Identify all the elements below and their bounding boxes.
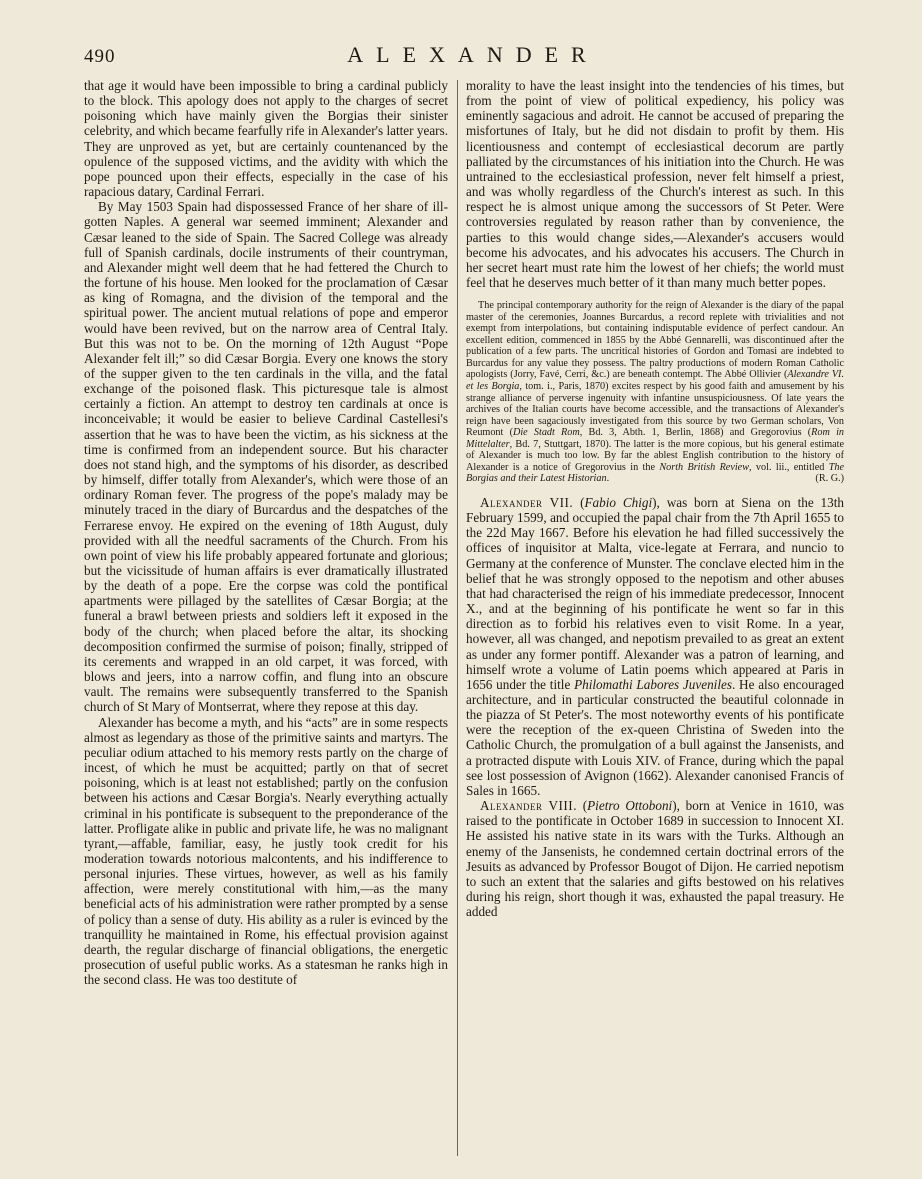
entry-name: Pietro Ottoboni <box>587 798 673 814</box>
note-text: , Bd. 7, Stuttgart, 1870). The latter is the more copious, but his general estimate of Alexander is much too low. By far the ablest English contribution to the history of Alexander is a notice of Gregorovius in the <box>466 438 844 473</box>
right-column <box>466 78 844 1158</box>
punctuation: ( <box>573 494 585 510</box>
note-text: The principal contemporary authority for the reign of Alexander is the diary of the papal master of the ceremonies, Joannes Burcardus, a record replete with trivialities and not exempt from interpolations, but containing indisputable evidence of perfect candour. An excellent edition, commenced in 1855 by the Abbé Gennarelli, was discontinued after the publication of a few parts. The uncritical histories of Gordon and Tomasi are indebted to Burcardus for any value they possess. The paltry productions of modern Roman Catholic apologists (Jorry, Favé, Cerri, &c.) are beneath contempt. The Abbé Ollivier ( <box>466 300 844 381</box>
note-italic-title: The Borgias and their Latest Historian <box>466 461 844 485</box>
page-header <box>84 40 862 72</box>
left-column <box>84 78 448 1158</box>
note-italic-title: Rom in Mittelalter <box>466 427 844 450</box>
paragraph: By May 1503 Spain had dispossessed France of her share of ill-gotten Naples. A general war seemed imminent; Alexander and Cæsar leaned to the side of Spain. The Sacred College was already full of Spanish cardinals, docile instruments of their countryman, and Alexander might well deem that he had fettered the Church to the fortune of his house. Men looked for the proclamation of Cæsar as king of Romagna, and the division of the temporal and the spiritual power. The ancient mutual relations of pope and emperor would have been revived, but on the narrow area of Central Italy. But this was not to be. On the morning of 12th August “Pope Alexander felt ill;” so did Cæsar Borgia. Every one knows the story of the supper given to the ten cardinals in the villa, and the fatal exchange of the poisoned flask. This picturesque tale is almost certainly a fiction. An attempt to destroy ten cardinals at once is inconceivable; it would be easier to believe Cardinal Castellesi's assertion that he was to have been the victim, as his sickness at the time is confirmed from an independent source. But his character does not stand high, and the symptoms of his disorder, as described by himself, differ totally from Alexander's, which were those of an ordinary Roman fever. The progress of the pope's malady may be minutely traced in the diary of Burcardus and the despatches of the Ferrarese envoy. He expired on the evening of 18th August, duly provided with all the needful sacraments of the Church. From his own point of view his life probably appeared fortunate and glorious; but the vicissitude of human affairs is ever dramatically illustrated by the death of a pope. Ere the corpse was cold the pontifical apartments were pillaged by the satellites of Cæsar Borgia; at the funeral a brawl between priests and soldiers left it exposed in the body of the church; when placed before the altar, its shocking decomposition confirmed the surmise of poison; finally, stripped of its cerements and wrapped in an old carpet, it was forced, with blows and jeers, into a narrow coffin, and flung into an obscure vault. The remains were subsequently transferred to the Spanish church of St Mary of Montserrat, where they repose at this day. <box>84 199 448 715</box>
entry-name: Fabio Chigi <box>584 494 653 510</box>
entry-body: ), born at Venice in 1610, was raised to the pontificate in October 1689 in succession to Innocent XI. He assisted his native state in its wars with the Turks. Although an enemy of the Jansenists, he condemned certain doctrinal errors of the Jesuits as advanced by Professor Bougot of Dijon. He carried nepotism to such an extent that the salaries and gifts bestowed on his relatives during his reign, short though it was, exhausted the papal treasury. He added <box>466 798 844 920</box>
paragraph: that age it would have been impossible to bring a cardinal publicly to the block. This apology does not apply to the charges of secret poisoning which have mainly given the Borgias their sinister celebrity, and which became fearfully rife in Alexander's latter years. They are unproved as yet, but are certainly countenanced by the opulence of the supposed victims, and the avidity with which the pope pounced upon their effects, especially in the case of his rapacious datary, Cardinal Ferrari. <box>84 78 448 200</box>
entry-body: ), was born at Siena on the 13th February 1599, and occupied the papal chair from the 7th April 1655 to the 22d May 1667. Before his elevation he had filled successively the offices of inquisitor at Malta, vice-legate at Ferrara, and nuncio to Germany at the conference of Munster. The conclave elected him in the belief that he was strongly opposed to the nepotism and other abuses that had characterised the reign of his immediate predecessor, Innocent X., and at the beginning of his pontificate he went so far in this direction as to forbid his relatives even to visit Rome. In a year, however, all was changed, and nepotism prevailed to as great an extent as under any former pontiff. Alexander was a patron of learning, and himself wrote a volume of Latin poems which appeared at Paris in 1656 under the title <box>466 494 844 692</box>
running-title: ALEXANDER <box>347 42 599 67</box>
paragraph: morality to have the least insight into the tendencies of his times, but from the point of view of political expediency, his policy was eminently sagacious and adroit. He cannot be accused of preparing the misfortunes of Italy, but he did not disdain to profit by them. His licentiousness and contempt of ecclesiastical decorum are partly palliated by the circumstances of his initiation into the Church. He was untrained to the ecclesiastical profession, never felt himself a priest, and was wholly regardless of the Church's interest as such. In this respect he is almost unique among the successors of St Peter. Were controversies regulated by reason rather than by convenience, the parties to this would change sides,—Alexander's accusers would become his advocates, and his advocates his accusers. The Church in her secret heart must rate him the lowest of her chiefs; the world must feel that he deserves much better of it than many much better popes. <box>466 78 844 291</box>
note-italic-title: North British Review <box>659 461 750 473</box>
note-text: , tom. i., Paris, 1870) excites respect by his good faith and amusement by his strange alliance of perverse ingenuity with infantine unsuspiciousness. Of late years the archives of the Italian courts have become accessible, and the transactions of Alexander's reign have been sagaciously investigated from this source by two German scholars, Von Reumont ( <box>466 381 844 439</box>
author-initials: (R. G.) <box>815 473 844 485</box>
note-italic-title: Die Stadt Rom <box>512 427 580 439</box>
punctuation: ( <box>577 798 588 814</box>
bibliographic-note <box>466 300 844 485</box>
entry-heading: Alexander VII. <box>480 494 574 510</box>
note-paragraph <box>466 300 844 485</box>
note-text: , vol. lii., entitled <box>749 461 829 473</box>
note-text: , Bd. 3, Abth. 1, Berlin, 1868) and Gregorovius ( <box>579 427 812 439</box>
entry-body: . He also encouraged architecture, and in particular constructed the beautiful colonnade in the piazza of St Peter's. The most noteworthy events of his pontificate were the reception of the ex-queen Christina of Sweden into the Catholic Church, the promulgation of a bull against the Jansenists, and a protracted dispute with Louis XIV. of France, during which the papal see lost possession of Avignon (1662). Alexander canonised Francis of Sales in 1665. <box>466 676 844 798</box>
entry-heading: Alexander VIII. <box>480 798 577 814</box>
page-number: 490 <box>84 46 116 67</box>
note-text: . <box>606 473 610 485</box>
book-title: Philomathi Labores Juveniles <box>574 676 732 692</box>
entry-alexander-vii <box>466 495 844 798</box>
paragraph: Alexander has become a myth, and his “acts” are in some respects almost as legendary as those of the primitive saints and martyrs. The peculiar odium attached to his memory rests partly on the charge of incest, of which he must be acquitted; partly on that of secret poisoning, which is at least not established; partly on the confusion between his actions and Cæsar Borgia's. Nearly everything actually criminal in his pontificate is subsequent to the preponderance of the latter. Profligate alike in public and private life, he was no malignant tyrant,—affable, familiar, easy, he justly took credit for his moderation towards notorious malcontents, and his indifference to personal injuries. These virtues, however, as well as his family affection, were merely constitutional with him,—as the many beneficial acts of his administration were rather prompted by a sense of policy than a sense of duty. His ability as a ruler is evinced by the tranquillity he maintained in Rome, his effectual provision against dearth, the regular discharge of financial obligations, the energetic prosecution of useful public works. As a statesman he ranks high in the second class. He was too destitute of <box>84 714 448 988</box>
note-italic-title: Alexandre VI. et les Borgia <box>466 369 844 393</box>
column-divider <box>457 80 458 1156</box>
entry-alexander-viii <box>466 798 844 919</box>
